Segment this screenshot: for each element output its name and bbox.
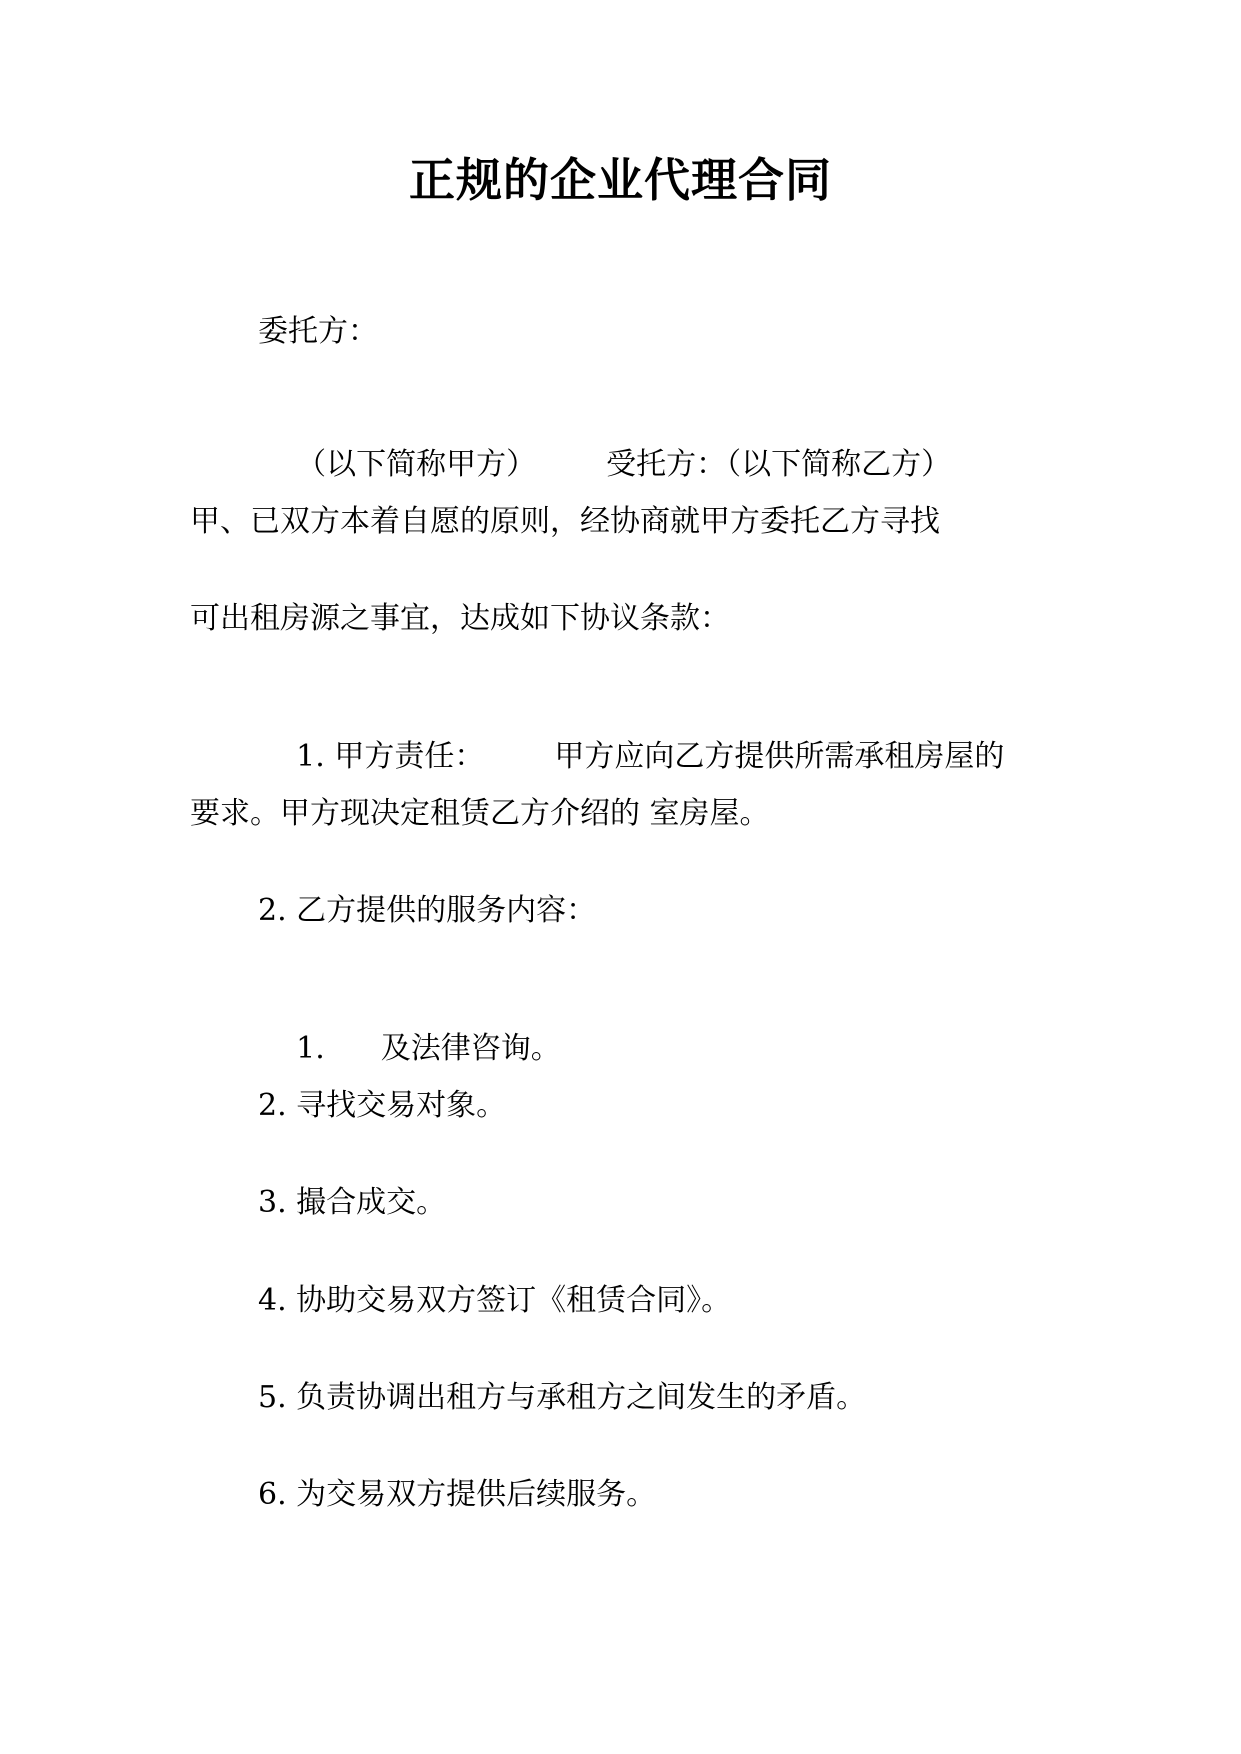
service-item-1-number: 1. <box>296 1031 325 1066</box>
trustee-label: 受托方：（以下简称乙方） <box>606 447 952 482</box>
service-item-1-text: 及法律咨询。 <box>380 1031 561 1066</box>
service-item-5: 5. 负责协调出租方与承租方之间发生的矛盾。 <box>258 1380 867 1415</box>
clause-1-continuation: 要求。甲方现决定租赁乙方介绍的 室房屋。 <box>190 796 770 831</box>
service-item-4: 4. 协助交易双方签订《租赁合同》。 <box>258 1283 732 1318</box>
clause-1-text: 甲方应向乙方提供所需承租房屋的 <box>554 739 1005 774</box>
service-item-3: 3. 撮合成交。 <box>258 1185 447 1220</box>
document-title: 正规的企业代理合同 <box>409 153 832 207</box>
party-a-note: （以下简称甲方） <box>296 447 537 482</box>
service-item-2: 2. 寻找交易对象。 <box>258 1088 507 1123</box>
intro-line-1: 甲、已双方本着自愿的原则，经协商就甲方委托乙方寻找 <box>190 504 940 539</box>
clause-1-heading: 1. 甲方责任： <box>296 739 485 774</box>
intro-line-2: 可出租房源之事宜，达成如下协议条款： <box>190 601 730 636</box>
service-item-6: 6. 为交易双方提供后续服务。 <box>258 1477 657 1512</box>
client-line: 委托方： <box>258 314 378 349</box>
clause-2-heading: 2. 乙方提供的服务内容： <box>258 893 597 928</box>
